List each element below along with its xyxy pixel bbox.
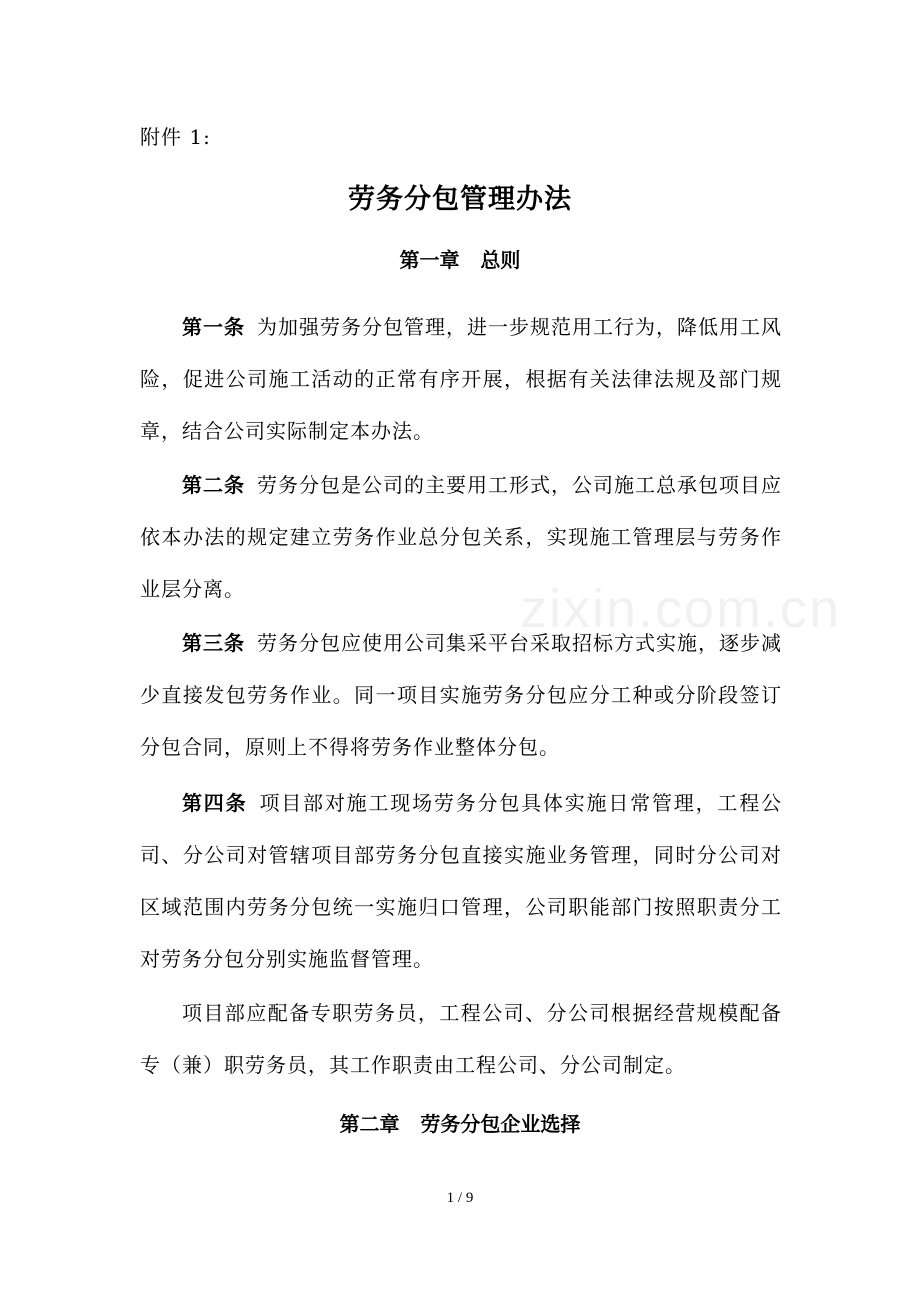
article-number: 第一条: [182, 315, 245, 339]
chapter-heading: 第一章 总则: [399, 248, 521, 272]
body-paragraph: 项目部应配备专职劳务员，工程公司、分公司根据经营规模配备专（兼）职劳务员，其工作职责由工程公司、分公司制定。: [140, 1001, 782, 1077]
article-text: 为加强劳务分包管理，进一步规范用工行为，降低用工风险，促进公司施工活动的正常有序开展，根据有关法律法规及部门规章，结合公司实际制定本办法。: [140, 315, 782, 443]
watermark: zixin.com.cn: [520, 579, 842, 639]
article-paragraph: [140, 459, 782, 615]
article-number: 第四条: [182, 791, 248, 815]
article-number: 第二条: [182, 473, 245, 497]
article-text: 劳务分包是公司的主要用工形式，公司施工总承包项目应依本办法的规定建立劳务作业总分包关系，实现施工管理层与劳务作业层分离。: [140, 473, 782, 601]
article-number: 第三条: [182, 631, 245, 655]
document-title: 劳务分包管理办法: [348, 184, 572, 215]
article-paragraph: [140, 301, 782, 457]
article-text: 项目部对施工现场劳务分包具体实施日常管理，工程公司、分公司对管辖项目部劳务分包直接实施业务管理，同时分公司对区域范围内劳务分包统一实施归口管理，公司职能部门按照职责分工对劳务分包分别实施监督管理。: [140, 791, 783, 971]
attachment-label: 附件 1:: [140, 125, 211, 149]
article-text: 劳务分包应使用公司集采平台采取招标方式实施，逐步减少直接发包劳务作业。同一项目实施劳务分包应分工种或分阶段签订分包合同，原则上不得将劳务作业整体分包。: [140, 631, 782, 759]
page-number: 1 / 9: [446, 1190, 474, 1206]
chapter-heading: 第二章 劳务分包企业选择: [339, 1112, 581, 1136]
article-paragraph: [140, 777, 782, 985]
article-paragraph: [140, 617, 782, 773]
